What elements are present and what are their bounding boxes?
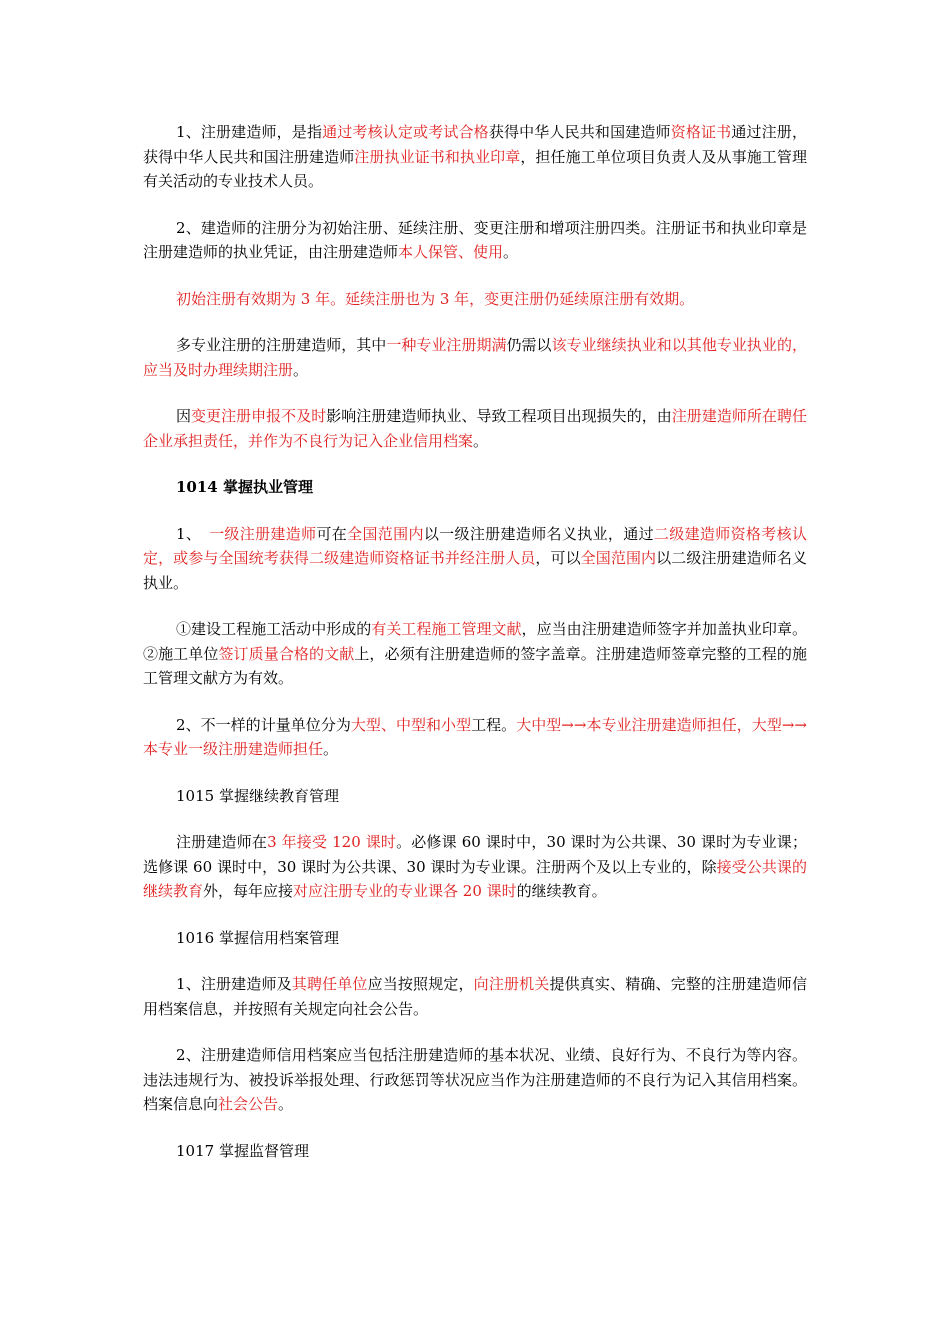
body-paragraph — [143, 120, 807, 194]
text-run: 1、 — [176, 524, 210, 543]
text-run: 上，必须有注册建造师的签字盖章。注册建造师签章完整的工程的施工管理文献方为有效。 — [143, 644, 807, 687]
highlighted-text: 注册执业证书和执业印章 — [354, 147, 521, 166]
document-body — [143, 120, 807, 1185]
highlighted-text: 接受公共课的继续教育 — [143, 857, 807, 900]
text-run: 1014 掌握执业管理 — [176, 478, 313, 496]
highlighted-text: 一级注册建造师 — [209, 524, 317, 543]
text-run: 。 — [278, 1095, 294, 1113]
highlighted-text: 社会公告 — [218, 1095, 279, 1113]
text-run: 工程。 — [471, 715, 517, 734]
text-run: 。 — [503, 243, 519, 261]
highlighted-text: 二级建造师资格考核认定，或参与全国统考获得二级建造师资格证书并经注册人员 — [143, 524, 807, 567]
body-paragraph — [143, 972, 807, 1021]
text-run: 注册建造师在 — [176, 833, 268, 851]
body-paragraph — [143, 713, 807, 762]
highlighted-text: 该专业继续执业和以其他专业执业的，应当及时办理续期注册 — [143, 336, 807, 379]
highlighted-text: 签订质量合格的文献 — [218, 644, 355, 663]
body-paragraph — [143, 617, 807, 691]
text-run: 1、注册建造师及 — [176, 975, 292, 993]
text-run: 应当按照规定， — [367, 975, 474, 993]
highlighted-text: 全国范围内 — [580, 549, 657, 567]
text-run: 仍需以 — [506, 336, 552, 354]
text-run: 影响注册建造师执业、导致工程项目出现损失的，由 — [326, 407, 672, 425]
body-paragraph — [143, 830, 807, 904]
text-run: 2、建造师的注册分为初始注册、延续注册、变更注册和增项注册四类。注册证书和执业印章是注册建造师的执业凭证，由注册建造师 — [143, 218, 807, 261]
text-run: 因 — [176, 407, 192, 425]
text-run: 1017 掌握监督管理 — [176, 1141, 309, 1160]
text-run: 以一级注册建造师名义执业，通过 — [423, 524, 654, 543]
text-run: 可在 — [316, 524, 348, 543]
text-run: 1、注册建造师，是指 — [176, 123, 323, 141]
highlighted-text: 对应注册专业的专业课各 20 课时 — [293, 882, 517, 900]
text-run: 的继续教育。 — [516, 882, 607, 900]
text-run: 外，每年应接 — [203, 882, 294, 900]
highlighted-text: 大型、中型和小型 — [350, 715, 472, 734]
highlighted-text: 大中型→→本专业注册建造师担任，大型→→本专业一级注册建造师担任 — [143, 715, 807, 758]
text-run: 通过注册，获得中华人民共和国注册建造师 — [143, 123, 807, 166]
highlighted-text: 全国范围内 — [347, 524, 424, 543]
text-run: 获得中华人民共和国建造师 — [488, 123, 671, 141]
section-heading — [143, 475, 807, 500]
section-heading — [143, 926, 807, 951]
text-run: ，应当由注册建造师签字并加盖执业印章。②施工单位 — [143, 620, 807, 663]
text-run: 。 — [293, 360, 309, 379]
body-paragraph — [143, 216, 807, 265]
text-run: 1016 掌握信用档案管理 — [176, 928, 339, 947]
body-paragraph — [143, 522, 807, 596]
section-heading — [143, 1139, 807, 1164]
highlighted-text: 初始注册有效期为 3 年。延续注册也为 3 年，变更注册仍延续原注册有效期。 — [176, 289, 695, 308]
text-run: 多专业注册的注册建造师，其中 — [176, 336, 387, 354]
body-paragraph — [143, 333, 807, 382]
highlighted-text: 3 年接受 120 课时 — [267, 833, 397, 851]
text-run: 以二级注册建造师名义执业。 — [143, 549, 807, 592]
body-paragraph — [143, 1043, 807, 1117]
highlighted-text: 向注册机关 — [473, 975, 550, 993]
text-run: ，可以 — [535, 549, 581, 567]
highlighted-text: 其聘任单位 — [291, 975, 368, 993]
highlighted-text: 本人保管、使用 — [398, 243, 504, 261]
highlighted-text: 资格证书 — [670, 123, 732, 141]
text-run: 1015 掌握继续教育管理 — [176, 786, 339, 805]
text-run: 。必修课 60 课时中，30 课时为公共课、30 课时为专业课；选修课 60 课时中，30 课时为公共课、30 课时为专业课。注册两个及以上专业的，除 — [143, 833, 807, 876]
highlighted-text: 注册建造师所在聘任企业承担责任，并作为不良行为记入企业信用档案 — [143, 407, 807, 450]
text-run: ，担任施工单位项目负责人及从事施工管理有关活动的专业技术人员。 — [143, 147, 807, 190]
highlighted-text: 通过考核认定或考试合格 — [322, 123, 489, 141]
highlighted-text: 一种专业注册期满 — [386, 336, 507, 354]
body-paragraph — [143, 404, 807, 453]
highlighted-text: 变更注册申报不及时 — [191, 407, 327, 425]
section-heading — [143, 784, 807, 809]
text-run: 2、不一样的计量单位分为 — [176, 715, 351, 734]
text-run: 2、注册建造师信用档案应当包括注册建造师的基本状况、业绩、良好行为、不良行为等内容。违法违规行为、被投诉举报处理、行政惩罚等状况应当作为注册建造师的不良行为记入其信用档案。档案信息向 — [143, 1046, 807, 1113]
body-paragraph — [143, 287, 807, 312]
text-run: ①建设工程施工活动中形成的 — [176, 620, 372, 638]
text-run: 。 — [323, 740, 339, 758]
highlighted-text: 有关工程施工管理文献 — [371, 620, 522, 638]
text-run: 提供真实、精确、完整的注册建造师信用档案信息，并按照有关规定向社会公告。 — [143, 975, 807, 1018]
text-run: 。 — [473, 431, 489, 450]
